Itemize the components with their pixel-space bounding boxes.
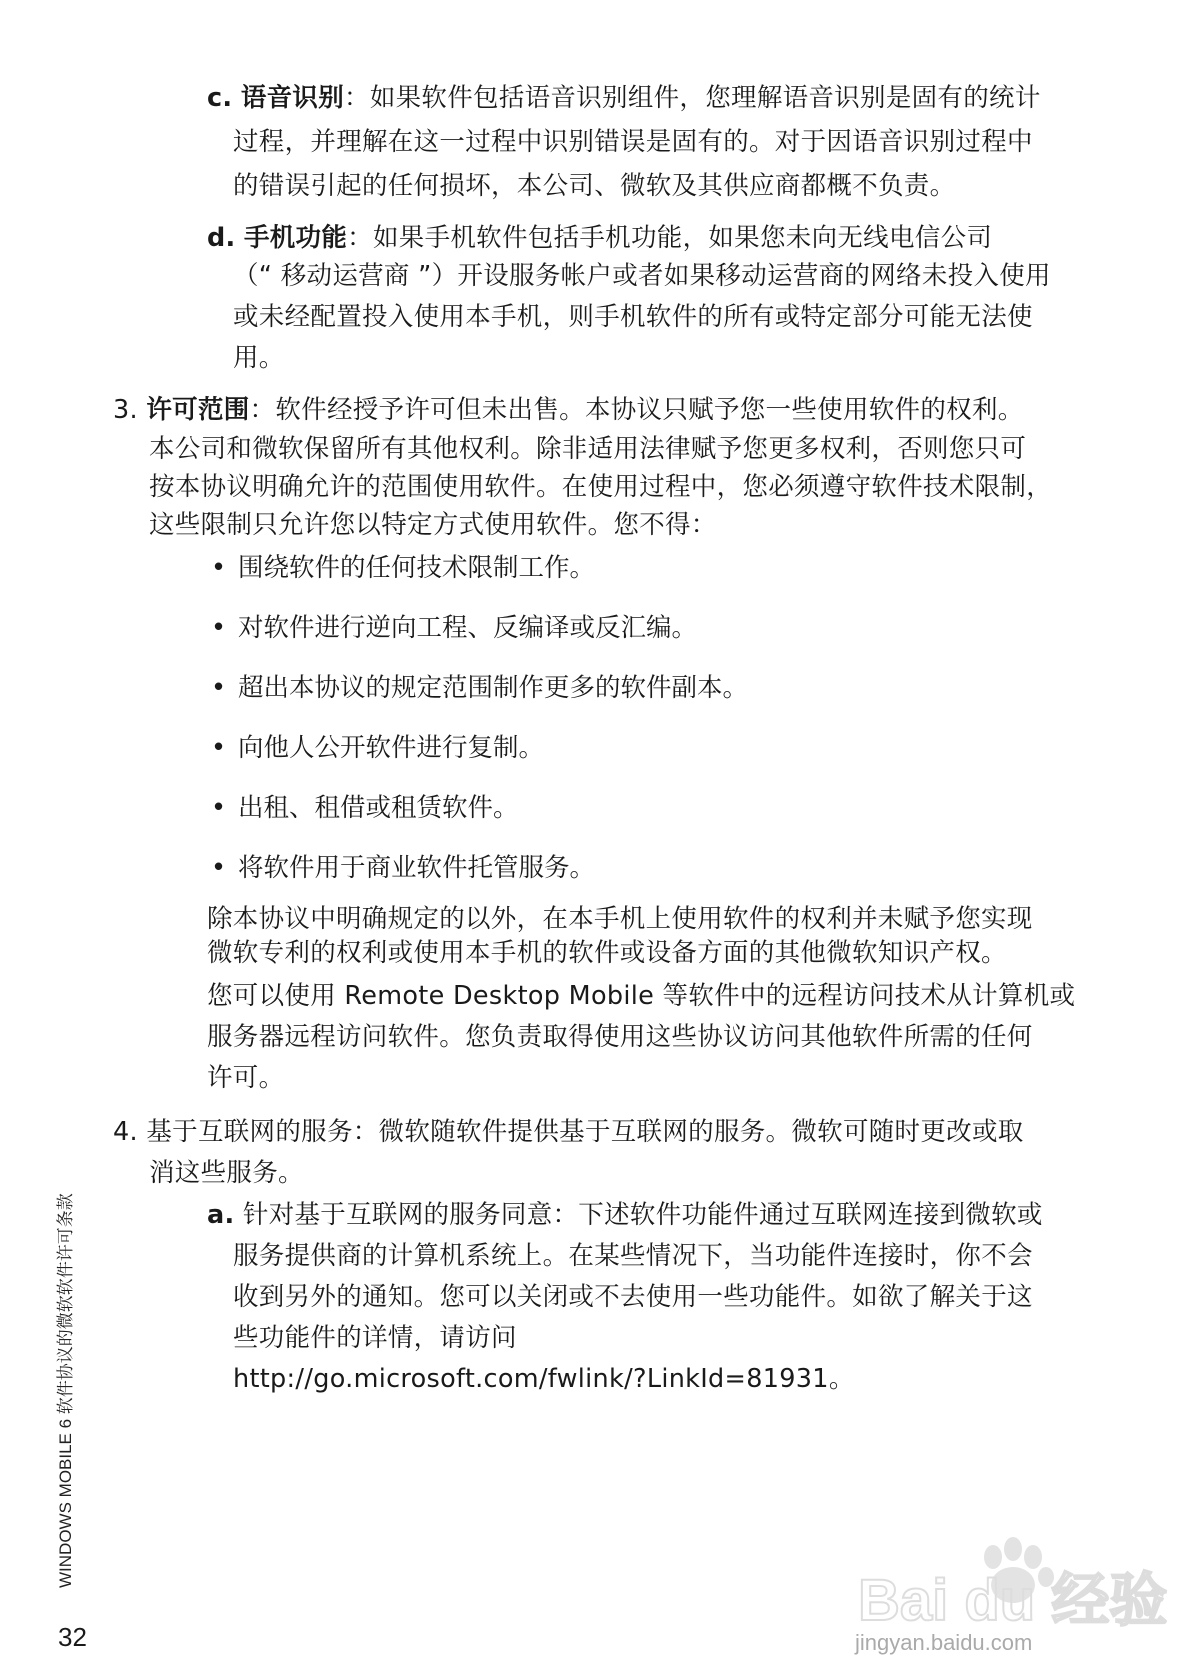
para2-line2: 服务器远程访问软件。您负责取得使用这些协议访问其他软件所需的任何 <box>207 1022 1033 1052</box>
page-number: 32 <box>58 1622 87 1652</box>
item-c-line2: 过程，并理解在这一过程中识别错误是固有的。对于因语音识别过程中 <box>233 127 1033 157</box>
item-d-marker: d. <box>207 223 236 253</box>
item-d-colon: ： <box>347 223 373 253</box>
item-a-line2: 服务提供商的计算机系统上。在某些情况下，当功能件连接时，你不会 <box>233 1241 1033 1271</box>
item-d-line2: （“ 移动运营商 ”）开设服务帐户或者如果移动运营商的网络未投入使用 <box>233 261 1051 291</box>
section-3-line4: 这些限制只允许您以特定方式使用软件。您不得： <box>149 510 717 540</box>
item-c-body <box>233 120 1033 208</box>
item-d-line3: 或未经配置投入使用本手机，则手机软件的所有或特定部分可能无法使 <box>233 302 1033 332</box>
section-4-heading <box>113 1112 1024 1153</box>
bullet-item: • 围绕软件的任何技术限制工作。 <box>211 546 595 590</box>
section-4-body <box>149 1153 304 1194</box>
item-d <box>207 216 992 260</box>
bullet-item: • 超出本协议的规定范围制作更多的软件副本。 <box>211 666 748 710</box>
bullet-dot-icon: • <box>211 793 227 823</box>
baidu-watermark-logo <box>848 1535 1168 1645</box>
item-a-line3: 收到另外的通知。您可以关闭或不去使用一些功能件。如欲了解关于这 <box>233 1282 1033 1312</box>
item-c <box>207 76 1041 120</box>
section-3-para2 <box>207 976 1075 1099</box>
bullet-dot-icon: • <box>211 853 227 883</box>
watermark-url: jingyan.baidu.com <box>855 1630 1033 1655</box>
section-3-number: 3. <box>113 395 138 425</box>
item-a-marker: a. <box>207 1200 235 1230</box>
section-4-item-a-body <box>233 1236 1033 1400</box>
section-3-colon: ： <box>249 395 276 425</box>
section-3-title: 许可范围 <box>146 395 250 425</box>
bullet-item: • 向他人公开软件进行复制。 <box>211 726 544 770</box>
bullet-item: • 出租、租借或租赁软件。 <box>211 786 519 830</box>
bullet-dot-icon: • <box>211 673 227 703</box>
item-a-link[interactable]: http://go.microsoft.com/fwlink/?LinkId=81931。 <box>233 1364 855 1394</box>
sidebar-title: WINDOWS MOBILE 6 软件协议的微软软件许可条款 <box>56 1193 75 1588</box>
section-4-line2: 消这些服务。 <box>149 1158 304 1188</box>
item-c-title: 语音识别 <box>240 83 345 113</box>
section-4-number: 4. <box>113 1117 138 1147</box>
section-3-body <box>149 430 1052 544</box>
item-d-body <box>233 256 1051 379</box>
item-d-title: 手机功能 <box>243 223 348 253</box>
section-3-line2: 本公司和微软保留所有其他权利。除非适用法律赋予您更多权利，否则您只可 <box>149 434 1027 464</box>
para1-line1: 除本协议中明确规定的以外，在本手机上使用软件的权利并未赋予您实现 <box>207 904 1033 934</box>
item-d-line4: 用。 <box>233 343 285 373</box>
item-a-line4: 些功能件的详情，请访问 <box>233 1323 517 1353</box>
section-4-item-a <box>207 1195 1043 1236</box>
bullet-item: • 将软件用于商业软件托管服务。 <box>211 846 595 890</box>
bullet-dot-icon: • <box>211 733 227 763</box>
section-3-line3: 按本协议明确允许的范围使用软件。在使用过程中，您必须遵守软件技术限制， <box>149 472 1053 502</box>
item-c-marker: c. <box>207 83 233 113</box>
svg-text:Bai du 经验: Bai du 经验 <box>858 1568 1168 1633</box>
item-d-line1: 如果手机软件包括手机功能，如果您未向无线电信公司 <box>372 223 993 253</box>
para2-line3: 许可。 <box>207 1063 285 1093</box>
item-a-line1: 针对基于互联网的服务同意：下述软件功能件通过互联网连接到微软或 <box>242 1200 1043 1230</box>
section-4-line1: 基于互联网的服务：微软随软件提供基于互联网的服务。微软可随时更改或取 <box>146 1117 1024 1147</box>
section-3-line1: 软件经授予许可但未出售。本协议只赋予您一些使用软件的权利。 <box>275 395 1024 425</box>
bullet-item: • 对软件进行逆向工程、反编译或反汇编。 <box>211 606 697 650</box>
item-c-line1: 如果软件包括语音识别组件，您理解语音识别是固有的统计 <box>369 83 1041 113</box>
section-3-heading <box>113 390 1024 430</box>
bullet-dot-icon: • <box>211 613 227 643</box>
section-3-para1 <box>207 902 1033 970</box>
item-c-colon: ： <box>344 83 370 113</box>
item-c-line3: 的错误引起的任何损坏，本公司、微软及其供应商都概不负责。 <box>233 171 956 201</box>
bullet-dot-icon: • <box>211 553 227 583</box>
para1-line2: 微软专利的权利或使用本手机的软件或设备方面的其他微软知识产权。 <box>207 938 1007 968</box>
para2-line1: 您可以使用 Remote Desktop Mobile 等软件中的远程访问技术从计算机或 <box>207 981 1076 1011</box>
